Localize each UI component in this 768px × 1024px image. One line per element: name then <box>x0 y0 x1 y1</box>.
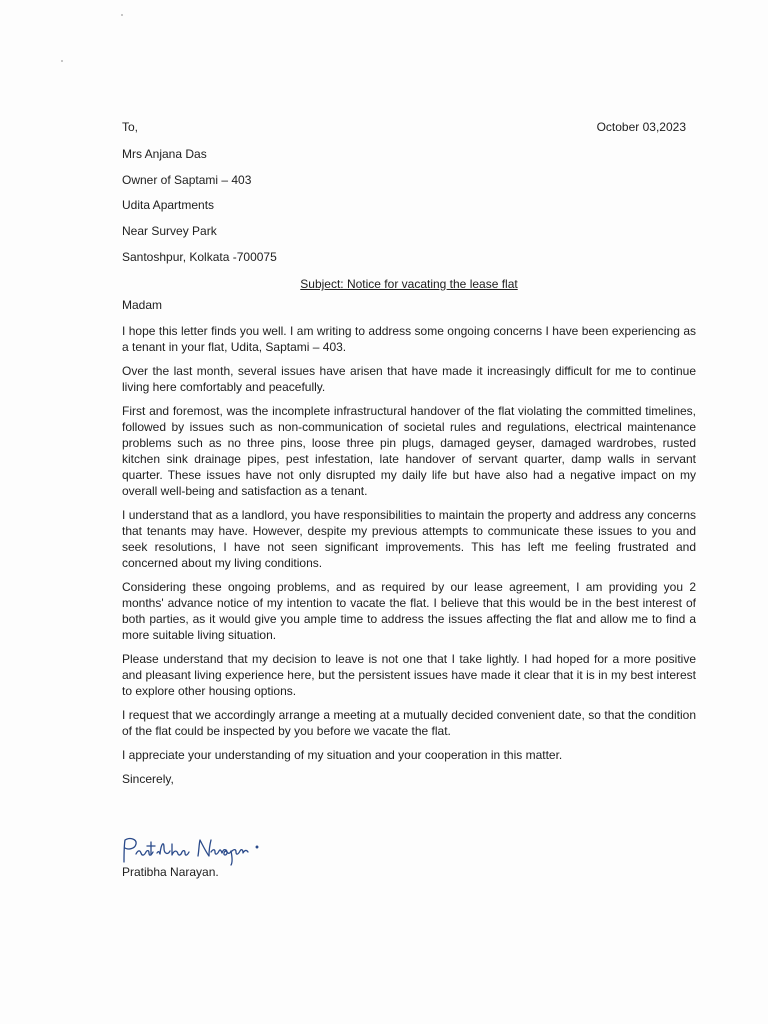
paragraph: Over the last month, several issues have arisen that have made it increasingly difficult for me to continue living here comfortably and peacefully. <box>122 364 696 394</box>
recipient-name: Mrs Anjana Das <box>122 147 207 161</box>
subject-line <box>122 276 696 292</box>
paragraph: I request that we accordingly arrange a meeting at a mutually decided convenient date, so that the condition of the flat could be inspected by you before we vacate the flat. <box>122 708 696 738</box>
handwritten-signature <box>118 832 268 868</box>
salutation: Madam <box>122 298 163 312</box>
closing: Sincerely, <box>122 772 174 786</box>
to-label: To, <box>122 120 139 134</box>
paragraph: I hope this letter finds you well. I am writing to address some ongoing concerns I have been experiencing as a tenant in your flat, Udita, Saptami – 403. <box>122 324 696 354</box>
recipient-city: Santoshpur, Kolkata -700075 <box>122 250 277 264</box>
scan-speck <box>121 14 123 16</box>
scan-speck <box>61 60 63 62</box>
subject-text: Subject: Notice for vacating the lease flat <box>300 277 518 291</box>
letter-body <box>122 297 696 797</box>
recipient-role: Owner of Saptami – 403 <box>122 173 252 187</box>
paragraph: I understand that as a landlord, you have responsibilities to maintain the property and address any concerns that tenants may have. However, despite my previous attempts to communicate these issues to you and seek resolutions, I have not seen significant improvements. This has left me feeling frustrated and concerned about my living conditions. <box>122 508 696 570</box>
paragraph: I appreciate your understanding of my situation and your cooperation in this matter. <box>122 748 563 762</box>
recipient-building: Udita Apartments <box>122 198 215 212</box>
paragraph: First and foremost, was the incomplete infrastructural handover of the flat violating the committed timelines, followed by issues such as non-communication of societal rules and regulations, electrical maintenance problems such as no three pins, loose three pin plugs, damaged geyser, damaged wardrobes, rusted kitchen sink drainage pipes, pest infestation, late handover of servant quarter, damp walls in servant quarter. These issues have not only disrupted my daily life but have also had a negative impact on my overall well-being and satisfaction as a tenant. <box>122 404 696 498</box>
paragraph: Considering these ongoing problems, and as required by our lease agreement, I am providing you 2 months' advance notice of my intention to vacate the flat. I believe that this would be in the best interest of both parties, as it would give you ample time to address the issues affecting the flat and allow me to find a more suitable living situation. <box>122 580 696 642</box>
letter-date: October 03,2023 <box>596 120 686 134</box>
signer-name: Pratibha Narayan. <box>122 865 219 879</box>
recipient-landmark: Near Survey Park <box>122 224 217 238</box>
paragraph: Please understand that my decision to leave is not one that I take lightly. I had hoped for a more positive and pleasant living experience here, but the persistent issues have made it clear that it is in my best interest to explore other housing options. <box>122 652 696 698</box>
